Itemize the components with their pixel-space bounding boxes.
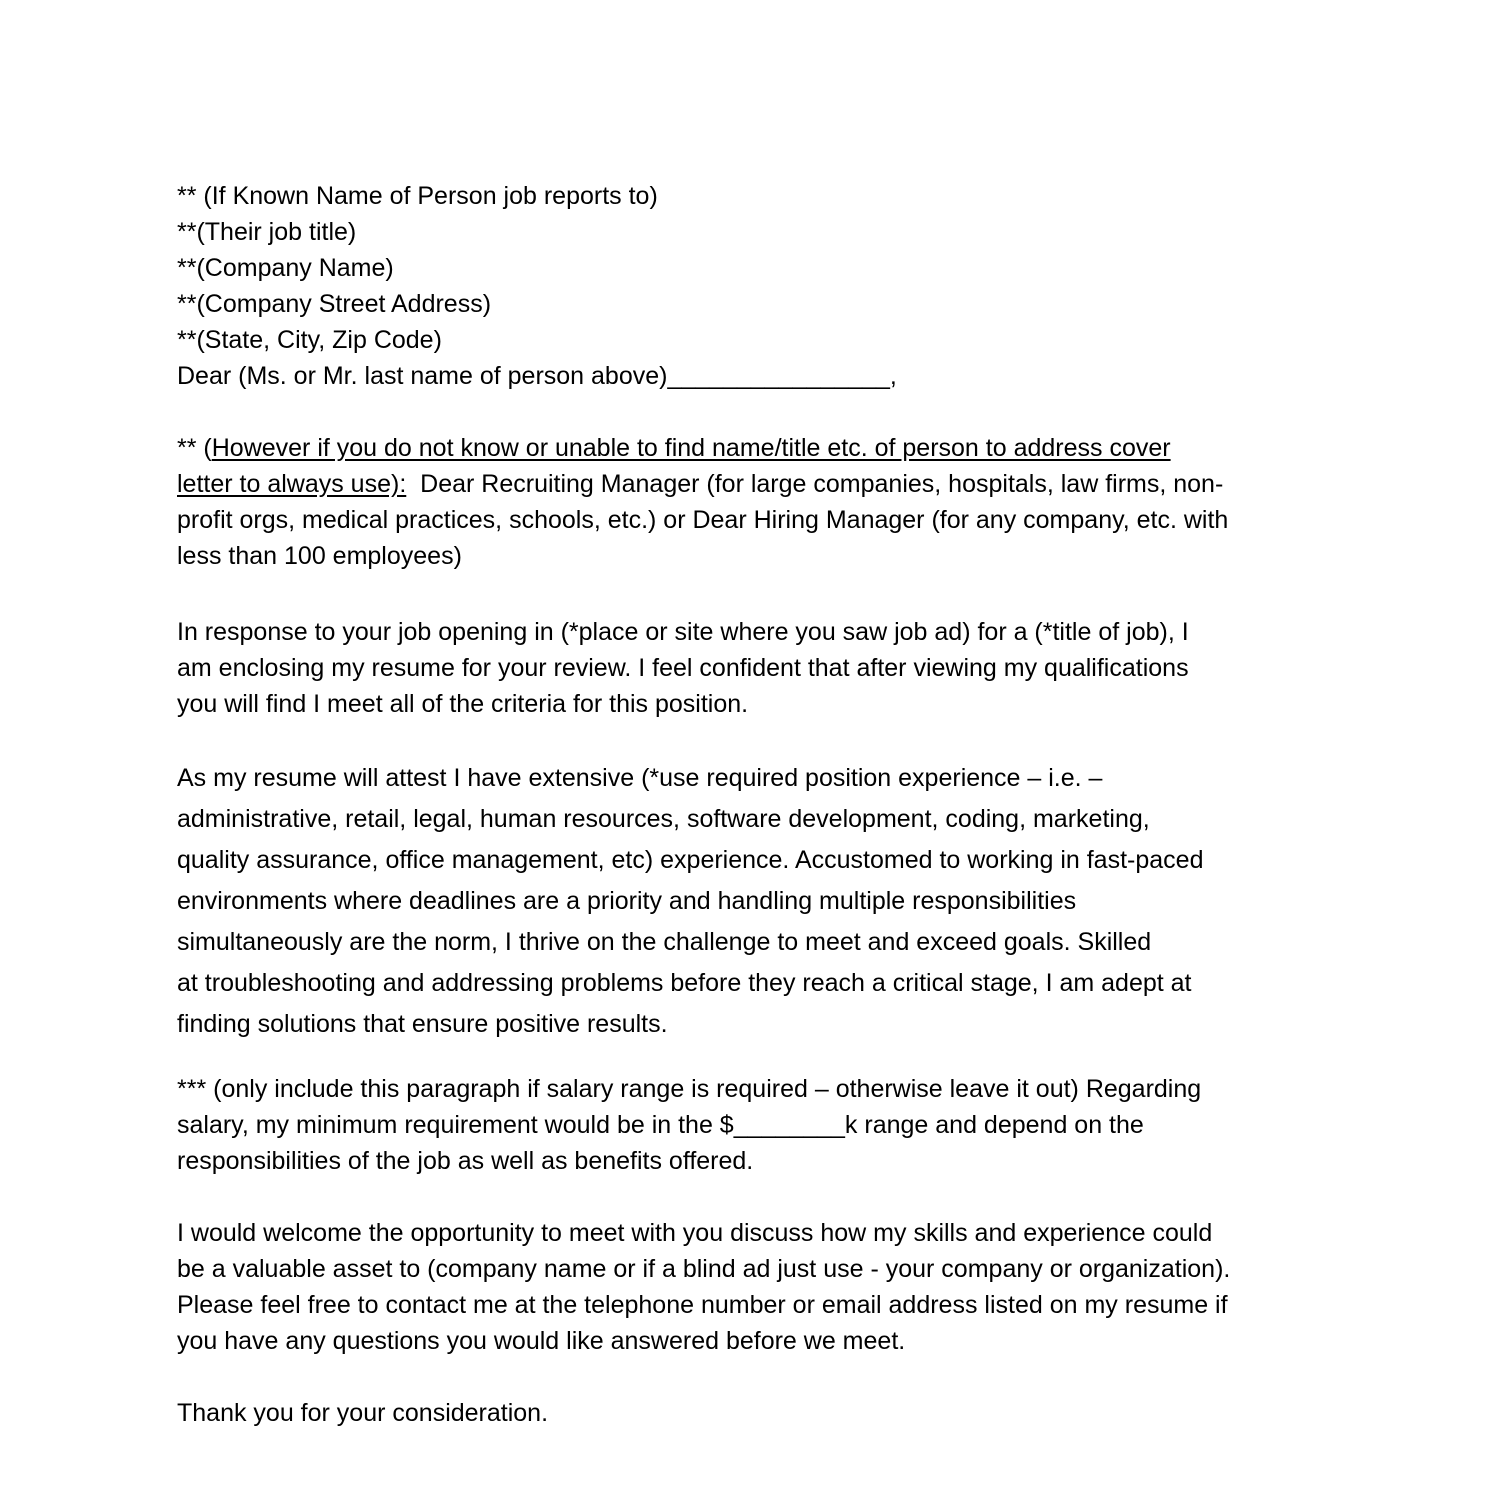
response-line-2: am enclosing my resume for your review. I feel confident that after viewing my qualifications	[177, 654, 1189, 682]
experience-line-5: simultaneously are the norm, I thrive on the challenge to meet and exceed goals. Skilled	[177, 928, 1152, 956]
address-note-paragraph	[177, 430, 1337, 574]
closing-text: Thank you for your consideration.	[177, 1399, 549, 1427]
salary-line-2: salary, my minimum requirement would be in the $________k range and depend on the	[177, 1111, 1144, 1139]
note-line-2-rest: Dear Recruiting Manager (for large companies, hospitals, law firms, non-	[406, 470, 1224, 498]
note-line-4: less than 100 employees)	[177, 542, 462, 570]
salary-line-3: responsibilities of the job as well as benefits offered.	[177, 1147, 754, 1175]
salutation	[177, 358, 1337, 394]
company-name-line: **(Company Name)	[177, 254, 394, 282]
response-line-3: you will find I meet all of the criteria for this position.	[177, 690, 749, 718]
experience-line-3: quality assurance, office management, etc) experience. Accustomed to working in fast-paced	[177, 846, 1204, 874]
company-street-line: **(Company Street Address)	[177, 290, 492, 318]
experience-line-2: administrative, retail, legal, human resources, software development, coding, marketing,	[177, 805, 1150, 833]
experience-line-6: at troubleshooting and addressing problems before they reach a critical stage, I am adept at	[177, 969, 1192, 997]
experience-line-7: finding solutions that ensure positive results.	[177, 1010, 668, 1038]
welcome-line-4: you have any questions you would like answered before we meet.	[177, 1327, 906, 1355]
note-line-2	[177, 466, 1337, 502]
note-underlined-text-2: letter to always use):	[177, 470, 407, 498]
welcome-paragraph	[177, 1215, 1337, 1359]
closing-paragraph	[177, 1395, 1337, 1431]
experience-line-1: As my resume will attest I have extensive (*use required position experience – i.e. –	[177, 764, 1103, 792]
recipient-address-block	[177, 178, 1337, 358]
experience-paragraph	[177, 758, 1337, 1045]
note-line-1	[177, 430, 1337, 466]
salary-line-1: *** (only include this paragraph if salary range is required – otherwise leave it out) Regarding	[177, 1075, 1202, 1103]
note-line-3: profit orgs, medical practices, schools, etc.) or Dear Hiring Manager (for any company, etc. with	[177, 506, 1229, 534]
experience-line-4: environments where deadlines are a priority and handling multiple responsibilities	[177, 887, 1077, 915]
response-line-1: In response to your job opening in (*place or site where you saw job ad) for a (*title of job), I	[177, 618, 1189, 646]
salutation-text: Dear (Ms. or Mr. last name of person above)________________,	[177, 362, 897, 390]
note-underlined-text-1: However if you do not know or unable to find name/title etc. of person to address cover	[211, 434, 1171, 462]
company-city-line: **(State, City, Zip Code)	[177, 326, 442, 354]
welcome-line-1: I would welcome the opportunity to meet with you discuss how my skills and experience could	[177, 1219, 1213, 1247]
welcome-line-2: be a valuable asset to (company name or if a blind ad just use - your company or organization).	[177, 1255, 1231, 1283]
salary-paragraph	[177, 1071, 1337, 1179]
welcome-line-3: Please feel free to contact me at the telephone number or email address listed on my resume if	[177, 1291, 1228, 1319]
recipient-name-line: ** (If Known Name of Person job reports to)	[177, 182, 658, 210]
recipient-title-line: **(Their job title)	[177, 218, 357, 246]
response-paragraph	[177, 614, 1337, 722]
note-prefix: ** (	[177, 434, 212, 462]
cover-letter	[177, 178, 1337, 1431]
